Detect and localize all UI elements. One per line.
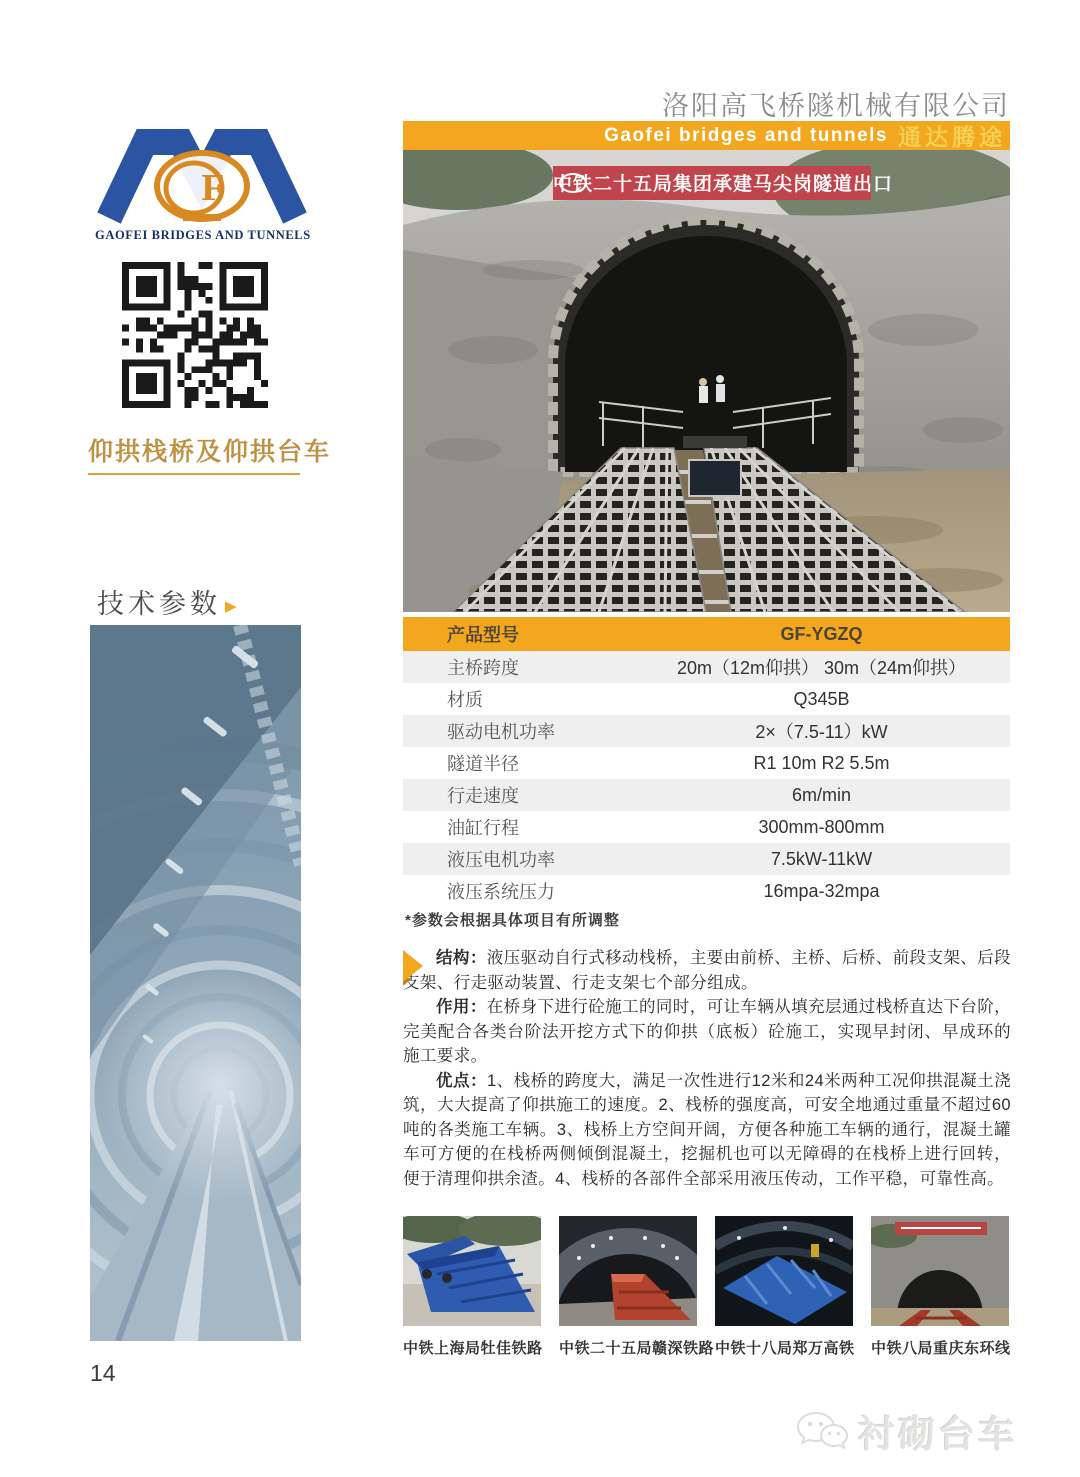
row-value: 7.5kW-11kW — [770, 848, 873, 869]
row-label: 驱动电机功率 — [447, 722, 555, 742]
advantage-label: 优点： — [436, 1071, 487, 1090]
row-label: 油缸行程 — [447, 818, 519, 838]
blue-trestle-photo — [403, 1216, 541, 1326]
row-value: Q345B — [793, 688, 850, 709]
tunnel-interior-illustration — [90, 625, 301, 1341]
site-banner-text: 中铁二十五局集团承建马尖岗隧道出口 — [552, 174, 894, 195]
logo-caption: GAOFEI BRIDGES AND TUNNELS — [95, 228, 311, 242]
structure-paragraph — [403, 946, 1011, 995]
row-value: 20m（12m仰拱） 30m（24m仰拱） — [676, 658, 967, 678]
arrow-right-icon — [403, 950, 423, 982]
bridge-arch-logo-icon — [95, 124, 310, 224]
dark-tunnel-blue-trestle-photo — [715, 1216, 853, 1326]
header-banner-en: Gaofei bridges and tunnels — [604, 124, 888, 146]
row-value: 16mpa-32mpa — [763, 880, 880, 901]
table-row — [403, 875, 1010, 907]
table-row — [403, 811, 1010, 843]
gallery-caption: 中铁二十五局赣深铁路 — [559, 1340, 715, 1357]
gallery-caption: 中铁八局重庆东环线 — [871, 1340, 1011, 1357]
row-label: 行走速度 — [447, 786, 519, 806]
table-row — [403, 779, 1010, 811]
tunnel-interior-photo — [90, 625, 301, 1341]
table-row — [403, 651, 1010, 683]
wechat-icon — [794, 1407, 852, 1455]
advantage-text: 1、栈桥的跨度大，满足一次性进行12米和24米两种工况仰拱混凝土浇筑，大大提高了仰拱施工的速度。2、栈桥的强度高，可安全地通过重量不超过60吨的各类施工车辆。3、栈桥上方空间开阔，方便各种施工车辆的通行，混凝土罐车可方便的在栈桥两侧倾倒混凝土，挖掘机也可以无障碍的在栈桥上进行回转，便于清理仰拱余渣。4、栈桥的各部件全部采用液压传动，工作平稳，可靠性高。 — [403, 1071, 1011, 1188]
tunnel-red-trestle-photo — [559, 1216, 697, 1326]
tunnel-portal-illustration — [403, 150, 1010, 612]
qr-code — [122, 262, 268, 408]
portal-red-tracks-photo — [871, 1216, 1009, 1326]
table-row — [403, 843, 1010, 875]
spec-table-note: *参数会根据具体项目有所调整 — [405, 912, 620, 929]
spec-table — [403, 617, 1010, 907]
header-banner — [403, 121, 1010, 150]
structure-label: 结构： — [436, 949, 487, 967]
gallery-item — [559, 1216, 715, 1358]
tunnel-portal-photo — [403, 150, 1010, 612]
wechat-watermark — [794, 1404, 1018, 1458]
row-label: 主桥跨度 — [447, 658, 519, 678]
header-banner-slogan: 通达腾途 — [898, 124, 1006, 150]
row-value: 300mm-800mm — [758, 816, 885, 837]
gallery-item — [715, 1216, 853, 1358]
product-description — [403, 946, 1011, 1191]
product-title: 仰拱栈桥及仰拱台车 — [88, 438, 332, 466]
gallery-item — [871, 1216, 1009, 1358]
function-label: 作用： — [436, 998, 487, 1016]
table-row — [403, 715, 1010, 747]
gallery-caption: 中铁上海局牡佳铁路 — [403, 1340, 543, 1357]
spec-header-label: 产品型号 — [447, 625, 519, 645]
spec-table-header — [403, 617, 1010, 651]
row-label: 液压系统压力 — [447, 882, 555, 902]
company-logo — [95, 124, 310, 243]
section-title-tech-params — [97, 582, 241, 621]
row-label: 隧道半径 — [447, 754, 519, 774]
function-text: 在桥身下进行砼施工的同时，可让车辆从填充层通过栈桥直达下台阶，完美配合各类台阶法开挖方式下的仰拱（底板）砼施工，实现早封闭、早成环的施工要求。 — [403, 998, 1012, 1065]
function-paragraph — [403, 995, 1011, 1069]
company-name: 洛阳高飞桥隧机械有限公司 — [662, 91, 1010, 121]
row-label: 液压电机功率 — [447, 850, 555, 870]
table-row — [403, 683, 1010, 715]
row-label: 材质 — [447, 690, 483, 710]
watermark-text: 衬砌台车 — [858, 1414, 1018, 1455]
structure-text: 液压驱动自行式移动栈桥，主要由前桥、主桥、后桥、前段支架、后段支架、行走驱动装置、行走支架七个部分组成。 — [403, 949, 1012, 992]
triangle-right-icon: ▶ — [225, 598, 241, 615]
project-gallery — [403, 1216, 1010, 1358]
row-value: R1 10m R2 5.5m — [753, 752, 890, 773]
gallery-item — [403, 1216, 541, 1358]
gallery-caption: 中铁十八局郑万高铁 — [715, 1340, 855, 1357]
spec-header-value: GF-YGZQ — [780, 623, 863, 644]
page-number: 14 — [90, 1360, 116, 1386]
row-value: 6m/min — [791, 784, 851, 805]
logo-monogram: F — [201, 167, 225, 209]
advantage-paragraph — [403, 1069, 1011, 1192]
row-value: 2×（7.5-11）kW — [755, 722, 888, 742]
product-title-underline — [88, 473, 300, 475]
section-title-text: 技术参数 — [97, 589, 221, 619]
table-row — [403, 747, 1010, 779]
